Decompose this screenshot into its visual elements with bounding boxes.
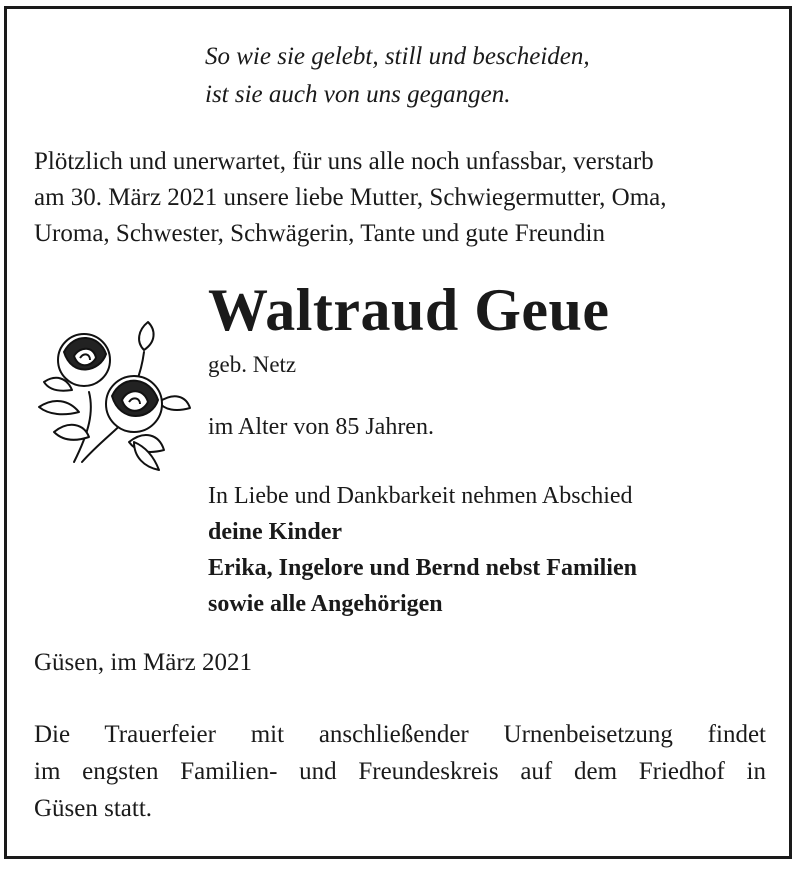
birth-name: geb. Netz: [208, 352, 297, 377]
age-text: im Alter von 85 Jahren.: [208, 414, 434, 440]
intro-line: am 30. März 2021 unsere liebe Mutter, Schwiegermutter, Oma,: [34, 184, 667, 211]
motto: [205, 38, 590, 114]
motto-line: ist sie auch von uns gegangen.: [205, 81, 511, 108]
roses-icon: [34, 312, 194, 472]
farewell-line: Erika, Ingelore und Bernd nebst Familien: [208, 555, 637, 581]
place-date: Güsen, im März 2021: [34, 649, 253, 676]
farewell-line: In Liebe und Dankbarkeit nehmen Abschied: [208, 483, 633, 509]
service-info: [34, 716, 766, 827]
service-line: Güsen statt.: [34, 795, 153, 822]
service-line: Die Trauerfeier mit anschließender Urnenbeisetzung findet: [34, 721, 766, 748]
service-line: im engsten Familien- und Freundeskreis auf dem Friedhof in: [34, 758, 766, 785]
intro-line: Plötzlich und unerwartet, für uns alle noch unfassbar, verstarb: [34, 148, 654, 175]
motto-line: So wie sie gelebt, still und bescheiden,: [205, 43, 590, 70]
farewell-line: sowie alle Angehörigen: [208, 591, 443, 617]
farewell-block: [208, 478, 637, 622]
intro-text: [34, 144, 667, 252]
farewell-line: deine Kinder: [208, 519, 343, 545]
deceased-name: Waltraud Geue: [208, 277, 610, 343]
intro-line: Uroma, Schwester, Schwägerin, Tante und gute Freundin: [34, 220, 605, 247]
